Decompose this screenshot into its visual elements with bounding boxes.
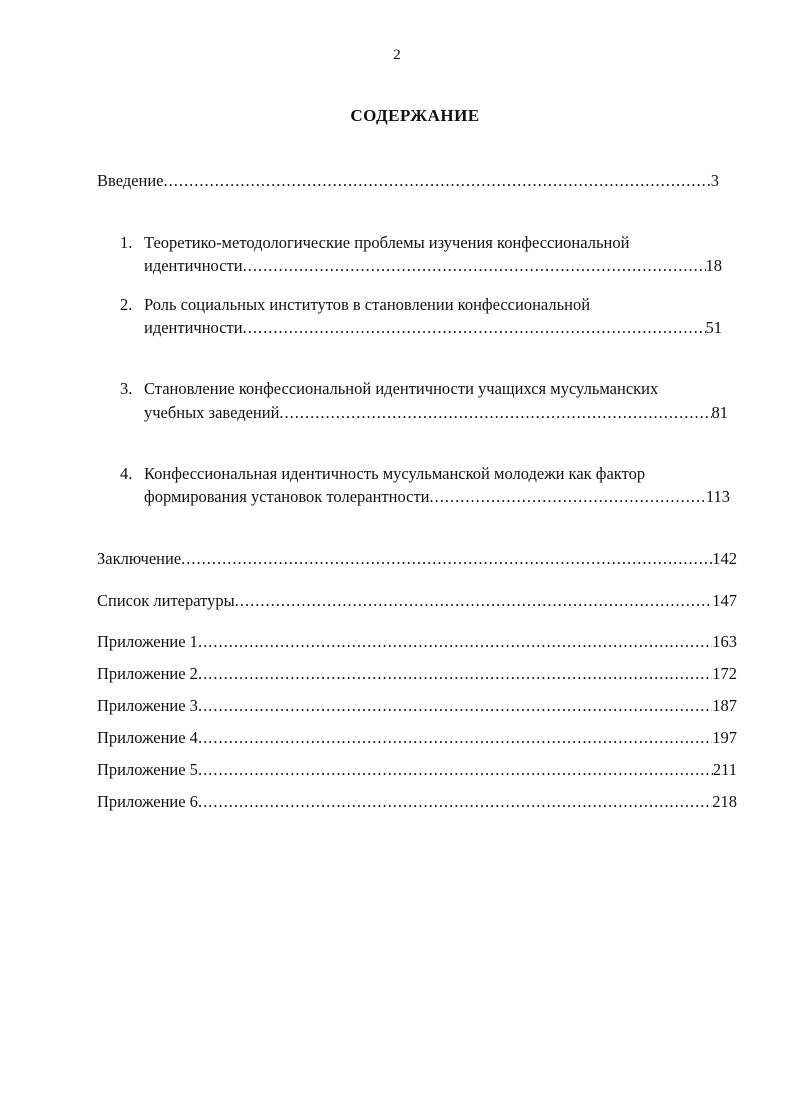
chapter-title-line2 [144, 487, 730, 507]
chapter-number: 2. [120, 295, 133, 314]
toc-page: 218 [712, 792, 737, 811]
toc-entry-conclusion[interactable] [97, 549, 737, 569]
toc-entry-appendix-5[interactable] [97, 760, 737, 780]
toc-entry-appendix-2[interactable] [97, 664, 737, 684]
leader-dots [198, 664, 712, 684]
toc-page: 142 [712, 549, 737, 568]
toc-entry-appendix-1[interactable] [97, 632, 737, 652]
toc-page: 18 [705, 256, 722, 275]
toc-label: Приложение 3 [97, 696, 198, 715]
leader-dots [198, 728, 712, 748]
toc-page: 197 [712, 728, 737, 747]
toc-page: 163 [712, 632, 737, 651]
leader-dots [198, 760, 713, 780]
leader-dots [198, 632, 712, 652]
chapter-number: 4. [120, 464, 133, 483]
page-number: 2 [393, 47, 401, 63]
toc-page: 113 [705, 487, 730, 506]
chapter-number: 1. [120, 233, 133, 252]
toc-page: 147 [712, 591, 737, 610]
toc-entry-appendix-4[interactable] [97, 728, 737, 748]
toc-label: идентичности [144, 318, 243, 337]
toc-label: идентичности [144, 256, 243, 275]
chapter-title-line2 [144, 403, 728, 423]
toc-label: Приложение 6 [97, 792, 198, 811]
leader-dots [198, 696, 712, 716]
toc-label: Приложение 5 [97, 760, 198, 779]
toc-chapter-1[interactable] [120, 233, 722, 281]
chapter-title-line1: Роль социальных институтов в становлении конфессиональной [144, 295, 591, 314]
chapter-title-line1: Теоретико-методологические проблемы изучения конфессиональной [144, 233, 630, 252]
toc-page: 187 [712, 696, 737, 715]
chapter-number: 3. [120, 379, 133, 398]
toc-label: Приложение 4 [97, 728, 198, 747]
toc-page: 3 [710, 171, 719, 190]
leader-dots [430, 487, 706, 507]
leader-dots [279, 403, 711, 423]
toc-label: Заключение [97, 549, 182, 568]
leader-dots [243, 318, 706, 338]
leader-dots [181, 549, 712, 569]
toc-entry-appendix-6[interactable] [97, 792, 737, 812]
toc-chapter-2[interactable] [120, 295, 722, 343]
toc-label: Приложение 1 [97, 632, 198, 651]
toc-entry-references[interactable] [97, 591, 737, 611]
chapter-title-line1: Становление конфессиональной идентичности учащихся мусульманских [144, 379, 659, 398]
leader-dots [243, 256, 706, 276]
toc-label: Введение [97, 171, 164, 190]
chapter-title-line2 [144, 318, 722, 338]
toc-page: 211 [712, 760, 737, 779]
toc-label: учебных заведений [144, 403, 280, 422]
toc-entry-intro[interactable] [97, 171, 719, 191]
toc-chapter-3[interactable] [120, 379, 730, 427]
toc-chapter-4[interactable] [120, 464, 732, 512]
chapter-title-line2 [144, 256, 722, 276]
toc-page: 51 [705, 318, 722, 337]
leader-dots [164, 171, 711, 191]
toc-page: 81 [711, 403, 728, 422]
toc-label: формирования установок толерантности [144, 487, 430, 506]
toc-entry-appendix-3[interactable] [97, 696, 737, 716]
page-title: СОДЕРЖАНИЕ [350, 106, 480, 125]
toc-label: Приложение 2 [97, 664, 198, 683]
toc-page: 172 [712, 664, 737, 683]
chapter-title-line1: Конфессиональная идентичность мусульманской молодежи как фактор [144, 464, 646, 483]
leader-dots [235, 591, 713, 611]
toc-label: Список литературы [97, 591, 235, 610]
leader-dots [198, 792, 712, 812]
